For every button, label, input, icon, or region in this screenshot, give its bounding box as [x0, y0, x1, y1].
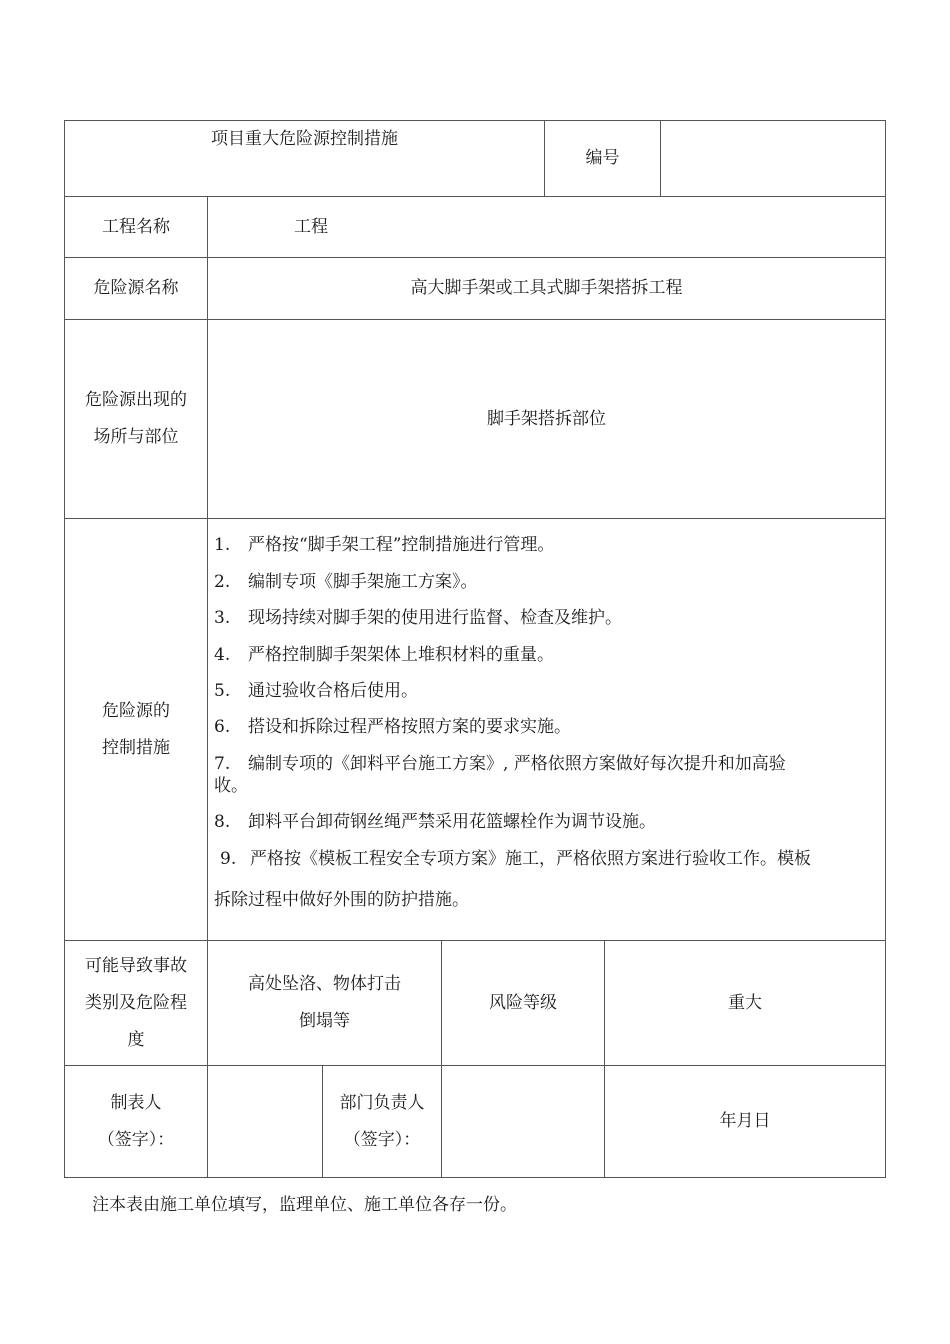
- measures-label-line2: 控制措施: [102, 737, 170, 758]
- measure-item-2: [214, 571, 880, 593]
- maker-label-line1: 制表人: [110, 1092, 162, 1113]
- dept-head-label: [323, 1066, 441, 1177]
- measure-item-9: [214, 848, 880, 870]
- risk-level-label: 风险等级: [489, 992, 557, 1013]
- accident-value-line2: 倒塌等: [299, 1011, 350, 1031]
- accident-label-line1: 可能导致事故: [85, 955, 187, 976]
- measure-number: 4.: [214, 645, 231, 665]
- measure-item-1: [214, 534, 880, 556]
- measure-text-continued: 拆除过程中做好外围的防护措施。: [214, 890, 469, 910]
- measure-item-6: [214, 716, 880, 738]
- maker-label: [65, 1066, 207, 1177]
- accident-value: [208, 941, 441, 1065]
- measure-item-4: [214, 644, 880, 666]
- maker-signature-field[interactable]: [208, 1066, 322, 1177]
- measure-text: 严格按“脚手架工程”控制措施进行管理。: [248, 535, 555, 555]
- measure-number: 7.: [214, 754, 231, 774]
- dept-head-label-line2: （签字）：: [343, 1129, 421, 1150]
- accident-value-line1: 高处坠洛、物体打击: [248, 974, 401, 994]
- accident-label-line2: 类别及危险程: [85, 992, 187, 1013]
- measure-item-5: [214, 680, 880, 702]
- table-border-right: [885, 120, 886, 1178]
- measure-text: 编制专项《脚手架施工方案》。: [248, 572, 478, 592]
- measure-text: 严格控制脚手架架体上堆积材料的重量。: [248, 645, 554, 665]
- maker-label-line2: （签字）：: [97, 1129, 175, 1150]
- table-border-bottom: [64, 1177, 886, 1178]
- measure-text-continued: 收。: [214, 776, 248, 796]
- measure-number: 6.: [214, 717, 231, 737]
- measure-text: 严格按《模板工程安全专项方案》施工，严格依照方案进行验收工作。模板: [250, 849, 811, 869]
- measure-item-8: [214, 811, 880, 833]
- form-title: 项目重大危险源控制措施: [211, 129, 398, 149]
- measures-label-line1: 危险源的: [102, 700, 170, 721]
- measure-text: 搭设和拆除过程严格按照方案的要求实施。: [248, 717, 571, 737]
- measure-number: 9.: [220, 849, 237, 869]
- risk-level-value: 重大: [728, 992, 762, 1013]
- measure-item-7: [214, 753, 880, 775]
- measure-item-7-cont: [214, 775, 880, 797]
- code-label: 编号: [585, 148, 620, 168]
- measure-text: 卸料平台卸荷钢丝绳严禁采用花篮螺栓作为调节设施。: [248, 812, 656, 832]
- code-value-field[interactable]: [661, 121, 885, 196]
- measure-number: 3.: [214, 608, 231, 628]
- measure-number: 5.: [214, 681, 231, 701]
- location-label-line2: 场所与部位: [93, 427, 179, 447]
- location-label: [65, 320, 207, 518]
- hazard-name-label: 危险源名称: [93, 278, 179, 298]
- dept-head-signature-field[interactable]: [442, 1066, 604, 1177]
- date-field: 年月日: [719, 1111, 771, 1131]
- dept-head-label-line1: 部门负责人: [339, 1092, 425, 1113]
- measure-text: 编制专项的《卸料平台施工方案》, 严格依照方案做好每次提升和加高验: [248, 754, 786, 774]
- project-name-value: 工程: [294, 217, 328, 237]
- measure-text: 现场持续对脚手架的使用进行监督、检查及维护。: [248, 608, 622, 628]
- measure-number: 2.: [214, 572, 231, 592]
- measure-item-9-cont: [214, 889, 880, 911]
- location-value: 脚手架搭拆部位: [487, 408, 606, 429]
- measure-text: 通过验收合格后使用。: [248, 681, 418, 701]
- footnote: 注本表由施工单位填写，监理单位、施工单位各存一份。: [92, 1195, 517, 1215]
- measures-label: [65, 519, 207, 940]
- hazard-name-value: 高大脚手架或工具式脚手架搭拆工程: [410, 278, 683, 298]
- measure-number: 8.: [214, 812, 231, 832]
- accident-label: [65, 941, 207, 1065]
- measure-number: 1.: [214, 535, 231, 555]
- measure-item-3: [214, 607, 880, 629]
- project-name-label: 工程名称: [102, 216, 170, 237]
- accident-label-line3: 度: [127, 1029, 145, 1050]
- location-label-line1: 危险源出现的: [85, 390, 187, 410]
